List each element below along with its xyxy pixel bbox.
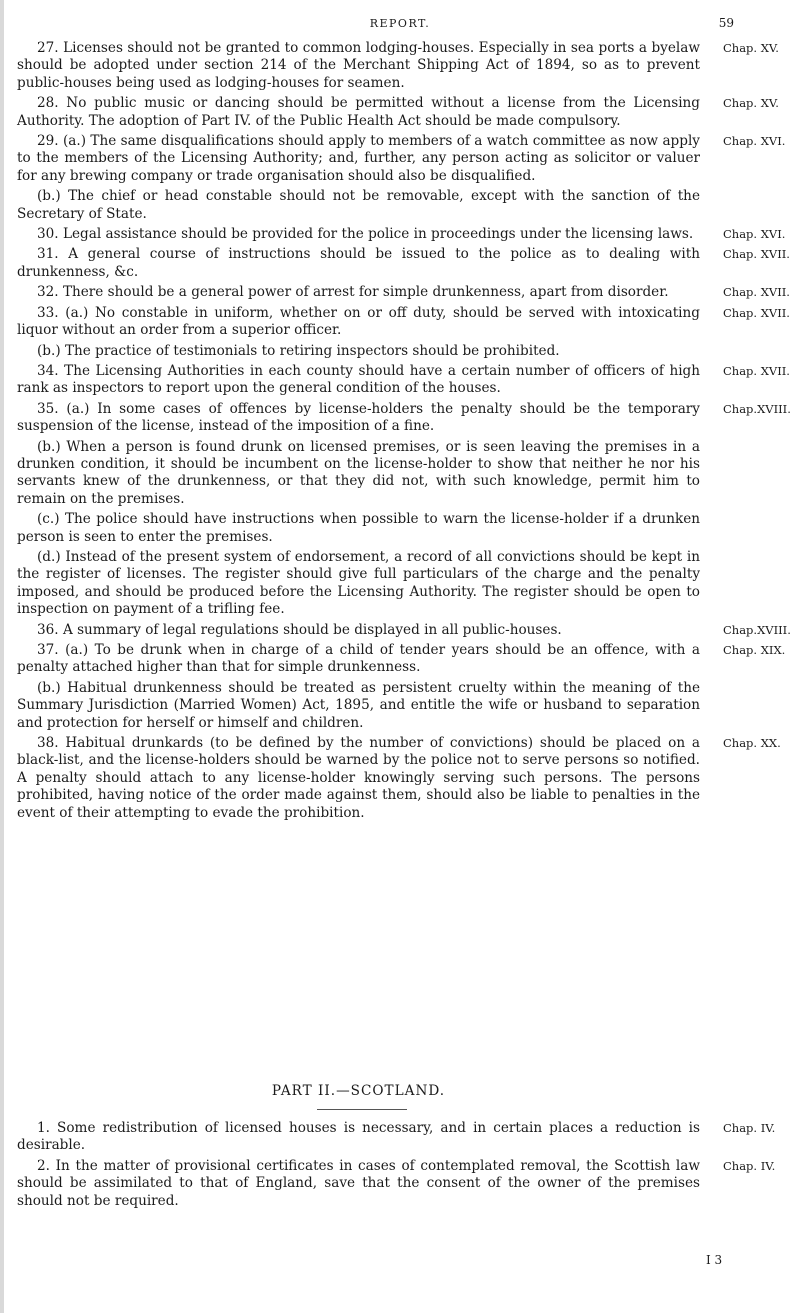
paragraph-text: 27. Licenses should not be granted to common lodging-houses. Especially in sea ports a byelaw should be adopted under section 214 of the Merchant Shipping Act of 1894, so as to prevent public-houses being used as lodging-houses for seamen.	[17, 40, 700, 91]
recommendation-paragraph	[17, 133, 786, 185]
paragraph-text: (c.) The police should have instructions when possible to warn the license-holder if a drunken person is seen to enter the premises.	[17, 511, 700, 545]
paragraph-text: 29. (a.) The same disqualifications should apply to members of a watch committee as now apply to the members of the Licensing Authority; and, further, any person acting as solicitor or valuer for any brewing company or trade organisation should also be disqualified.	[17, 133, 700, 184]
paragraph-text: (b.) The practice of testimonials to retiring inspectors should be prohibited.	[37, 342, 560, 359]
paragraph-text: 32. There should be a general power of arrest for simple drunkenness, apart from disorder.	[37, 284, 669, 301]
recommendation-paragraph	[17, 284, 790, 301]
paragraph-text: 37. (a.) To be drunk when in charge of a child of tender years should be an offence, with a penalty attached higher than that for simple drunkenness.	[17, 642, 700, 676]
paragraph-text: 38. Habitual drunkards (to be defined by the number of convictions) should be placed on a black-list, and the license-holders should be warned by the police not to serve persons so notified. A penalty should attach to any license-holder knowingly serving such persons. The persons prohibited, having notice of the order made against them, should also be liable to penalties in the event of their attempting to evade the prohibition.	[17, 735, 700, 821]
recommendation-paragraph	[17, 188, 700, 223]
paragraph-text: 30. Legal assistance should be provided for the police in proceedings under the licensing laws.	[37, 226, 694, 243]
recommendation-paragraph	[17, 735, 781, 822]
margin-chapter-ref: Chap. XVI.	[723, 134, 786, 149]
paragraph-text: 2. In the matter of provisional certificates in cases of contemplated removal, the Scottish law should be assimilated to that of England, save that the consent of the owner of the premises should not be required.	[17, 1157, 700, 1209]
title-rule	[317, 1109, 407, 1110]
paragraph-text: 36. A summary of legal regulations should be displayed in all public-houses.	[37, 621, 562, 638]
paragraph-text: (d.) Instead of the present system of endorsement, a record of all convictions should be kept in the register of licenses. The register should give full particulars of the charge and the penalty imposed, and should be produced before the Licensing Authority. The register should be open to inspection on payment of a trifling fee.	[17, 548, 700, 618]
recommendation-paragraph	[17, 343, 700, 360]
paragraph-text: 34. The Licensing Authorities in each county should have a certain number of officers of high rank as inspectors to report upon the general condition of the houses.	[17, 362, 700, 397]
paragraph-text: 1. Some redistribution of licensed houses is necessary, and in certain places a reduction is desirable.	[17, 1120, 700, 1154]
recommendation-paragraph	[17, 439, 700, 509]
part-two-recommendations	[17, 1120, 793, 1210]
blank-space	[17, 825, 793, 1083]
margin-chapter-ref: Chap. XV.	[723, 96, 779, 111]
margin-chapter-ref: Chap.XVIII.	[723, 401, 791, 416]
paragraph-text: 31. A general course of instructions should be issued to the police as to dealing with drunkenness, &c.	[17, 246, 700, 280]
report-body	[17, 40, 793, 1213]
recommendation-paragraph	[17, 40, 779, 92]
margin-chapter-ref: Chap. IV.	[723, 1158, 776, 1173]
running-title: REPORT.	[369, 17, 431, 30]
page-number: 59	[718, 16, 734, 30]
signature-mark: I 3	[706, 1253, 723, 1267]
paragraph-text: (b.) When a person is found drunk on licensed premises, or is seen leaving the premises in a drunken condition, it should be incumbent on the license-holder to show that neither he nor his servants knew of the drunkenness, or that they did not, with such knowledge, permit him to remain on the premises.	[17, 438, 700, 507]
paragraph-text: (b.) Habitual drunkenness should be treated as persistent cruelty within the meaning of the Summary Jurisdiction (Married Women) Act, 1895, and entitle the wife or husband to separation and protection for herself or himself and children.	[17, 679, 700, 731]
paragraph-text: 28. No public music or dancing should be permitted without a license from the Licensing Authority. The adoption of Part IV. of the Public Health Act should be made compulsory.	[17, 95, 700, 129]
margin-chapter-ref: Chap. XVII.	[723, 363, 790, 378]
recommendation-paragraph	[17, 246, 790, 281]
page-edge-shadow	[0, 0, 4, 1313]
recommendation-paragraph	[17, 1120, 776, 1155]
recommendation-paragraph	[17, 511, 700, 546]
part-one-recommendations	[17, 40, 793, 822]
margin-chapter-ref: Chap. XVII.	[723, 305, 790, 320]
recommendation-paragraph	[17, 95, 779, 130]
paragraph-text: 35. (a.) In some cases of offences by license-holders the penalty should be the temporary suspension of the license, instead of the imposition of a fine.	[17, 400, 700, 435]
recommendation-paragraph	[17, 1157, 776, 1210]
recommendation-paragraph	[17, 304, 790, 340]
page-header	[0, 14, 800, 34]
margin-chapter-ref: Chap. IV.	[723, 1121, 776, 1136]
margin-chapter-ref: Chap. XVII.	[723, 247, 790, 262]
margin-chapter-ref: Chap. XV.	[723, 41, 779, 55]
paragraph-text: (b.) The chief or head constable should not be removable, except with the sanction of the Secretary of State.	[17, 188, 700, 222]
recommendation-paragraph	[17, 642, 786, 677]
recommendation-paragraph	[17, 362, 790, 398]
margin-chapter-ref: Chap. XVI.	[723, 227, 786, 242]
recommendation-paragraph	[17, 549, 700, 619]
margin-chapter-ref: Chap. XVII.	[723, 285, 790, 300]
recommendation-paragraph	[17, 400, 791, 436]
recommendation-paragraph	[17, 226, 786, 243]
margin-chapter-ref: Chap.XVIII.	[723, 622, 791, 637]
paragraph-text: 33. (a.) No constable in uniform, whether on or off duty, should be served with intoxicating liquor without an order from a superior officer.	[17, 304, 700, 339]
margin-chapter-ref: Chap. XX.	[723, 736, 781, 751]
recommendation-paragraph	[17, 680, 700, 732]
margin-chapter-ref: Chap. XIX.	[723, 643, 786, 657]
recommendation-paragraph	[17, 621, 791, 639]
part-two-title: PART II.—SCOTLAND.	[271, 1083, 446, 1100]
